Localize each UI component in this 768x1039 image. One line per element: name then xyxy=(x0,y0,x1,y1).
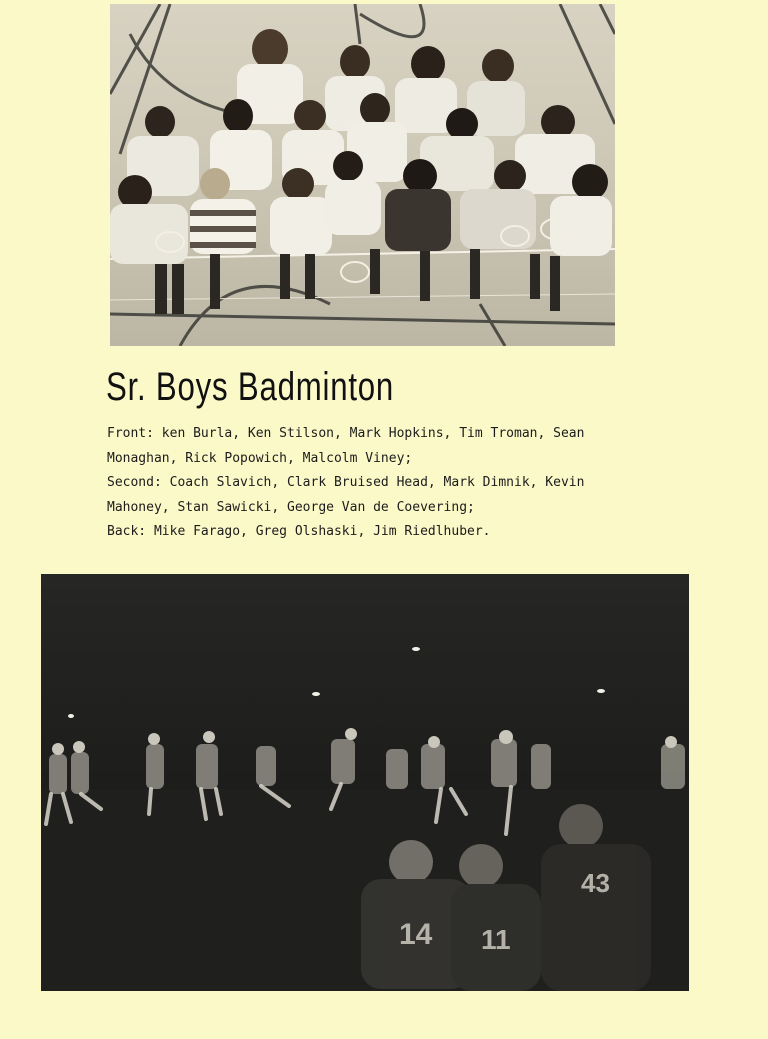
jersey-number-text: 43 xyxy=(581,868,610,898)
team-photo-image xyxy=(110,4,615,346)
page-title: Sr. Boys Badminton xyxy=(106,365,395,409)
caption xyxy=(107,422,627,545)
caption-line: Second: Coach Slavich, Clark Bruised Head, Mark Dimnik, Kevin xyxy=(107,475,585,490)
football-photo xyxy=(41,574,689,991)
caption-line: Monaghan, Rick Popowich, Malcolm Viney; xyxy=(107,450,413,466)
caption-line: Front: ken Burla, Ken Stilson, Mark Hopkins, Tim Troman, Sean xyxy=(107,426,585,441)
caption-line: Back: Mike Farago, Greg Olshaski, Jim Riedlhuber. xyxy=(107,524,491,539)
jersey-number-text: 14 xyxy=(399,918,433,951)
jersey-number-text: 11 xyxy=(481,924,511,955)
team-photo xyxy=(110,4,615,346)
football-photo-image xyxy=(41,574,689,991)
caption-line: Mahoney, Stan Sawicki, George Van de Coevering; xyxy=(107,499,475,515)
